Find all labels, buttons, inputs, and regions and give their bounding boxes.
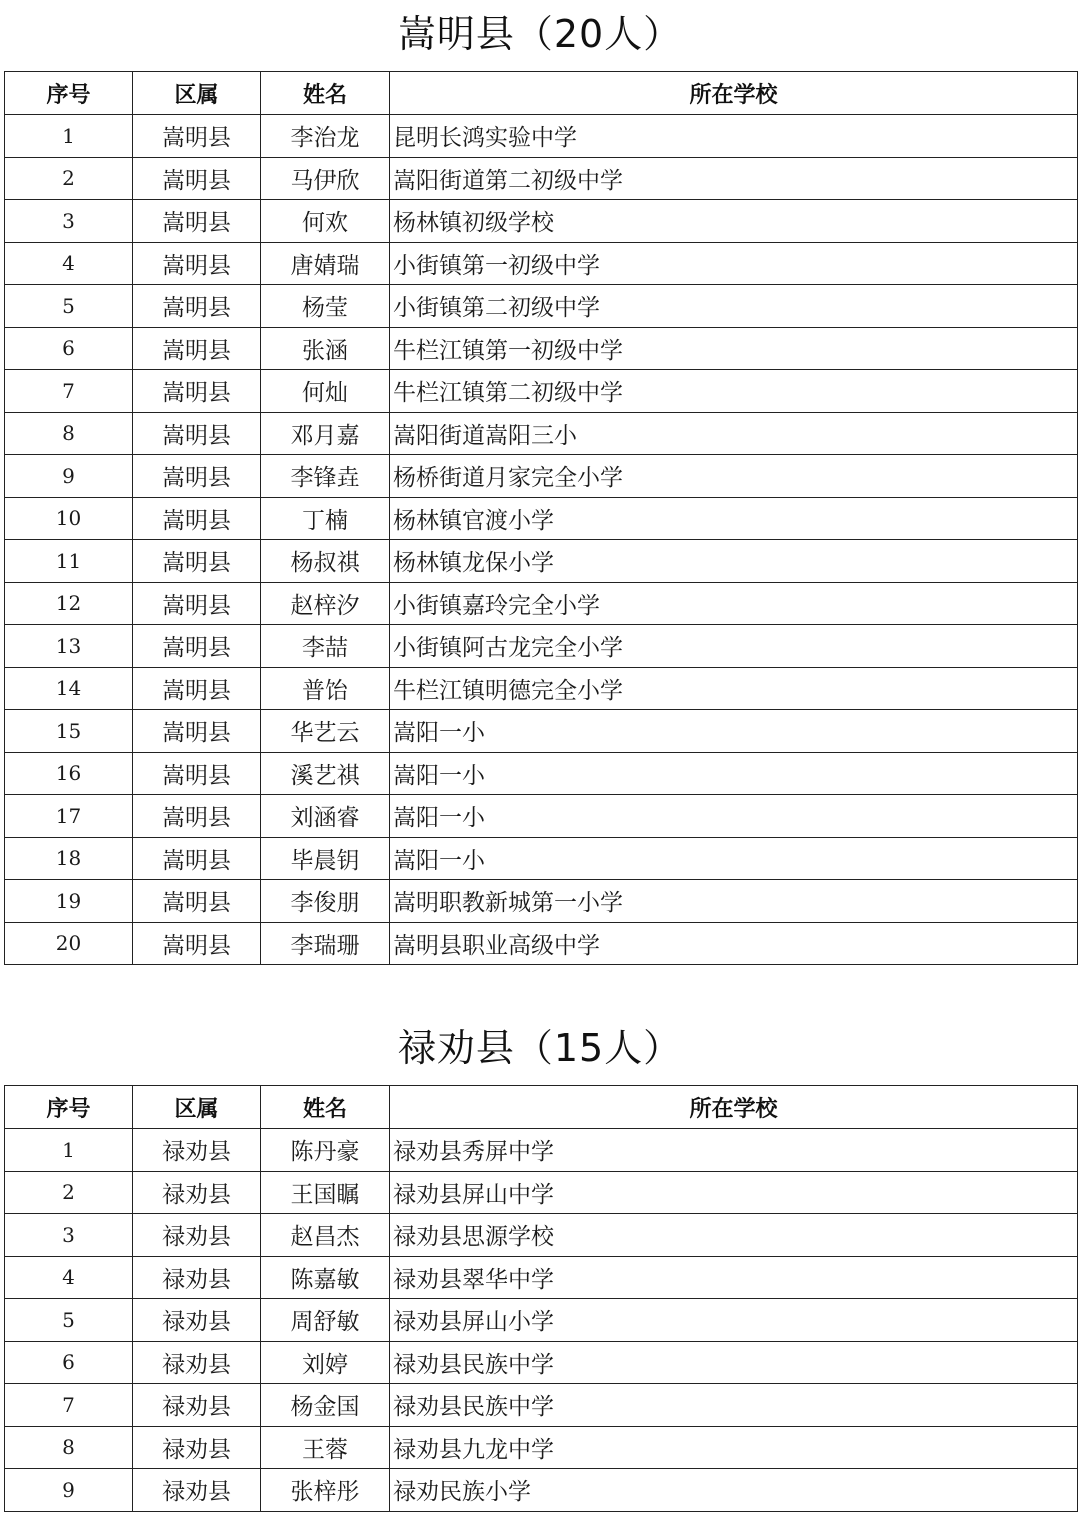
cell-school: 禄劝县翠华中学: [390, 1256, 1078, 1299]
cell-name: 杨金国: [261, 1384, 390, 1427]
cell-number: 3: [5, 1214, 133, 1257]
cell-district: 嵩明县: [133, 795, 261, 838]
cell-name: 王蓉: [261, 1426, 390, 1469]
cell-name: 王国瞩: [261, 1171, 390, 1214]
cell-school: 牛栏江镇明德完全小学: [390, 667, 1078, 710]
table-row: [5, 837, 1078, 880]
column-header-school: 所在学校: [390, 1086, 1078, 1129]
cell-school: 嵩阳一小: [390, 837, 1078, 880]
cell-district: 嵩明县: [133, 327, 261, 370]
cell-name: 赵昌杰: [261, 1214, 390, 1257]
table-row: [5, 497, 1078, 540]
cell-school: 嵩阳一小: [390, 752, 1078, 795]
cell-name: 李治龙: [261, 115, 390, 158]
column-header-name: 姓名: [261, 72, 390, 115]
cell-number: 2: [5, 1171, 133, 1214]
cell-school: 杨林镇官渡小学: [390, 497, 1078, 540]
cell-district: 嵩明县: [133, 582, 261, 625]
cell-school: 嵩明县职业高级中学: [390, 922, 1078, 965]
cell-school: 禄劝县民族中学: [390, 1341, 1078, 1384]
cell-name: 丁楠: [261, 497, 390, 540]
table-row: [5, 1256, 1078, 1299]
cell-number: 14: [5, 667, 133, 710]
cell-number: 4: [5, 242, 133, 285]
cell-number: 15: [5, 710, 133, 753]
cell-name: 杨叔祺: [261, 540, 390, 583]
cell-name: 陈丹豪: [261, 1129, 390, 1172]
cell-name: 刘涵睿: [261, 795, 390, 838]
cell-school: 禄劝民族小学: [390, 1469, 1078, 1512]
cell-name: 赵梓汐: [261, 582, 390, 625]
cell-district: 嵩明县: [133, 157, 261, 200]
cell-district: 嵩明县: [133, 752, 261, 795]
table-row: [5, 880, 1078, 923]
cell-school: 禄劝县九龙中学: [390, 1426, 1078, 1469]
cell-number: 8: [5, 1426, 133, 1469]
cell-district: 禄劝县: [133, 1129, 261, 1172]
cell-school: 小街镇第一初级中学: [390, 242, 1078, 285]
table-row: [5, 625, 1078, 668]
cell-school: 杨林镇龙保小学: [390, 540, 1078, 583]
cell-school: 牛栏江镇第二初级中学: [390, 370, 1078, 413]
column-header-number: 序号: [5, 72, 133, 115]
cell-number: 9: [5, 1469, 133, 1512]
cell-number: 19: [5, 880, 133, 923]
table-row: [5, 157, 1078, 200]
roster-table-luquan: [4, 1085, 1078, 1512]
roster-table-songming: [4, 71, 1078, 965]
cell-number: 4: [5, 1256, 133, 1299]
cell-district: 嵩明县: [133, 370, 261, 413]
cell-school: 禄劝县屏山中学: [390, 1171, 1078, 1214]
table-header-row: [5, 1086, 1078, 1129]
cell-number: 5: [5, 1299, 133, 1342]
cell-name: 毕晨钥: [261, 837, 390, 880]
cell-number: 17: [5, 795, 133, 838]
cell-number: 2: [5, 157, 133, 200]
cell-district: 禄劝县: [133, 1384, 261, 1427]
cell-name: 李锋垚: [261, 455, 390, 498]
cell-district: 嵩明县: [133, 115, 261, 158]
cell-school: 嵩阳街道嵩阳三小: [390, 412, 1078, 455]
cell-name: 陈嘉敏: [261, 1256, 390, 1299]
table-row: [5, 1384, 1078, 1427]
cell-number: 1: [5, 1129, 133, 1172]
table-row: [5, 455, 1078, 498]
cell-number: 6: [5, 1341, 133, 1384]
cell-school: 杨桥街道月家完全小学: [390, 455, 1078, 498]
table-row: [5, 1299, 1078, 1342]
table-row: [5, 370, 1078, 413]
cell-district: 嵩明县: [133, 625, 261, 668]
cell-district: 嵩明县: [133, 540, 261, 583]
cell-district: 嵩明县: [133, 242, 261, 285]
cell-district: 禄劝县: [133, 1426, 261, 1469]
cell-name: 张梓彤: [261, 1469, 390, 1512]
cell-district: 禄劝县: [133, 1299, 261, 1342]
column-header-district: 区属: [133, 72, 261, 115]
cell-school: 昆明长鸿实验中学: [390, 115, 1078, 158]
table-row: [5, 710, 1078, 753]
cell-district: 嵩明县: [133, 412, 261, 455]
cell-school: 小街镇第二初级中学: [390, 285, 1078, 328]
table-row: [5, 1426, 1078, 1469]
table-row: [5, 1341, 1078, 1384]
cell-school: 嵩阳一小: [390, 710, 1078, 753]
cell-name: 刘婷: [261, 1341, 390, 1384]
cell-number: 20: [5, 922, 133, 965]
table-row: [5, 795, 1078, 838]
cell-name: 普饴: [261, 667, 390, 710]
table-row: [5, 285, 1078, 328]
column-header-name: 姓名: [261, 1086, 390, 1129]
cell-district: 嵩明县: [133, 837, 261, 880]
table-row: [5, 115, 1078, 158]
cell-number: 11: [5, 540, 133, 583]
table-row: [5, 582, 1078, 625]
cell-district: 嵩明县: [133, 710, 261, 753]
table-row: [5, 1469, 1078, 1512]
table-row: [5, 200, 1078, 243]
cell-name: 何欢: [261, 200, 390, 243]
cell-name: 杨莹: [261, 285, 390, 328]
cell-school: 小街镇嘉玲完全小学: [390, 582, 1078, 625]
cell-district: 嵩明县: [133, 200, 261, 243]
cell-school: 小街镇阿古龙完全小学: [390, 625, 1078, 668]
cell-name: 张涵: [261, 327, 390, 370]
cell-district: 禄劝县: [133, 1341, 261, 1384]
cell-number: 3: [5, 200, 133, 243]
cell-number: 6: [5, 327, 133, 370]
cell-school: 禄劝县思源学校: [390, 1214, 1078, 1257]
cell-number: 16: [5, 752, 133, 795]
cell-school: 嵩阳一小: [390, 795, 1078, 838]
cell-number: 8: [5, 412, 133, 455]
table-row: [5, 412, 1078, 455]
cell-name: 李俊朋: [261, 880, 390, 923]
cell-name: 马伊欣: [261, 157, 390, 200]
cell-name: 华艺云: [261, 710, 390, 753]
cell-district: 嵩明县: [133, 455, 261, 498]
table-row: [5, 1171, 1078, 1214]
cell-name: 溪艺祺: [261, 752, 390, 795]
section-title-luquan: 禄劝县（15人）: [397, 1026, 683, 1070]
cell-school: 禄劝县民族中学: [390, 1384, 1078, 1427]
cell-district: 嵩明县: [133, 880, 261, 923]
table-row: [5, 242, 1078, 285]
table-row: [5, 1129, 1078, 1172]
cell-name: 何灿: [261, 370, 390, 413]
cell-district: 嵩明县: [133, 285, 261, 328]
table-row: [5, 327, 1078, 370]
cell-school: 杨林镇初级学校: [390, 200, 1078, 243]
cell-district: 嵩明县: [133, 667, 261, 710]
cell-number: 10: [5, 497, 133, 540]
table-row: [5, 752, 1078, 795]
cell-school: 牛栏江镇第一初级中学: [390, 327, 1078, 370]
cell-school: 嵩阳街道第二初级中学: [390, 157, 1078, 200]
section-title-songming: 嵩明县（20人）: [397, 12, 683, 56]
cell-district: 嵩明县: [133, 922, 261, 965]
cell-school: 禄劝县秀屏中学: [390, 1129, 1078, 1172]
cell-name: 唐婧瑞: [261, 242, 390, 285]
cell-district: 禄劝县: [133, 1171, 261, 1214]
cell-school: 禄劝县屏山小学: [390, 1299, 1078, 1342]
table-row: [5, 1214, 1078, 1257]
column-header-number: 序号: [5, 1086, 133, 1129]
cell-name: 李喆: [261, 625, 390, 668]
cell-name: 邓月嘉: [261, 412, 390, 455]
table-row: [5, 540, 1078, 583]
table-row: [5, 667, 1078, 710]
cell-name: 李瑞珊: [261, 922, 390, 965]
column-header-district: 区属: [133, 1086, 261, 1129]
cell-district: 禄劝县: [133, 1469, 261, 1512]
table-row: [5, 922, 1078, 965]
cell-district: 禄劝县: [133, 1256, 261, 1299]
cell-number: 5: [5, 285, 133, 328]
cell-district: 嵩明县: [133, 497, 261, 540]
cell-number: 7: [5, 370, 133, 413]
column-header-school: 所在学校: [390, 72, 1078, 115]
cell-number: 18: [5, 837, 133, 880]
cell-school: 嵩明职教新城第一小学: [390, 880, 1078, 923]
cell-name: 周舒敏: [261, 1299, 390, 1342]
table-header-row: [5, 72, 1078, 115]
cell-district: 禄劝县: [133, 1214, 261, 1257]
cell-number: 7: [5, 1384, 133, 1427]
cell-number: 1: [5, 115, 133, 158]
cell-number: 13: [5, 625, 133, 668]
cell-number: 12: [5, 582, 133, 625]
cell-number: 9: [5, 455, 133, 498]
